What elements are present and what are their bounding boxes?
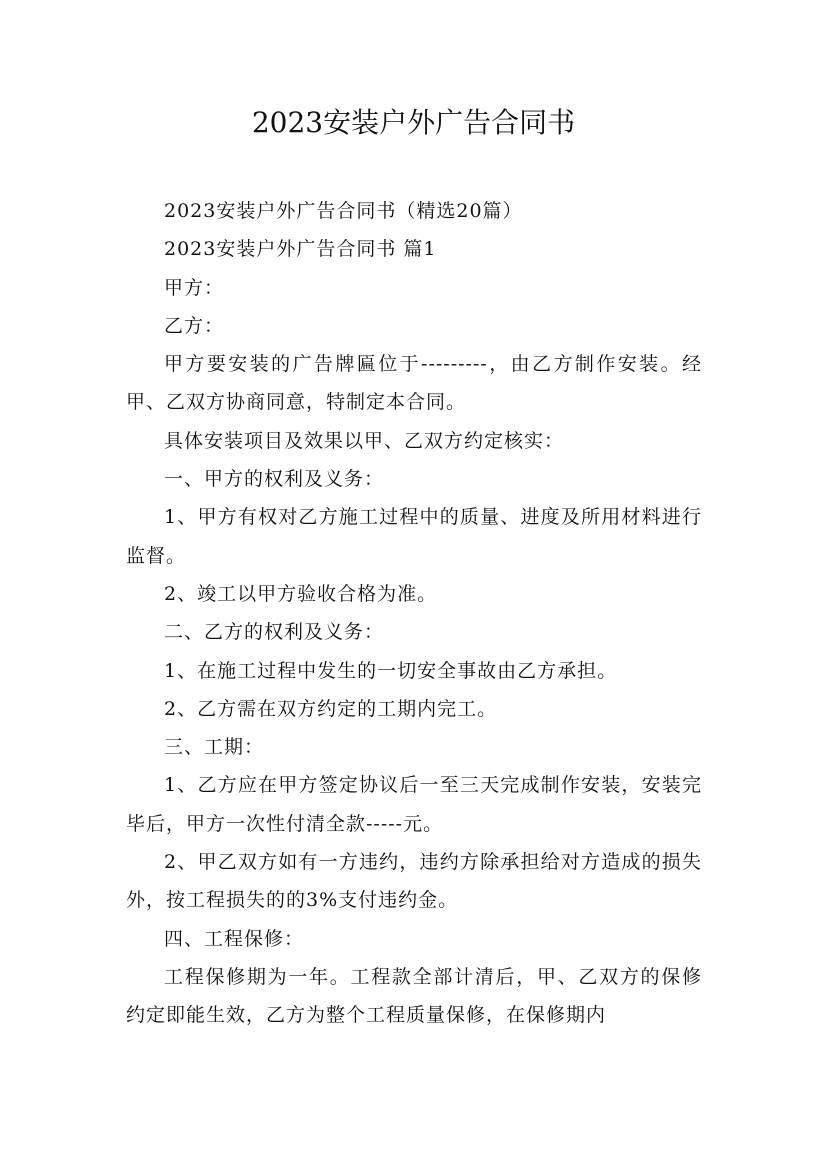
section-heading-party-a-rights: 一、甲方的权利及义务： [164,468,385,491]
paragraph-project-scope: 具体安装项目及效果以甲、乙双方约定核实： [164,429,565,452]
document-title: 2023安装户外广告合同书 [251,106,576,139]
paragraph-party-b-item-2: 2、乙方需在双方约定的工期内完工。 [164,697,498,720]
section-heading-party-b-rights: 二、乙方的权利及义务： [164,621,385,644]
paragraph-chapter-heading: 2023安装户外广告合同书 篇1 [164,238,437,261]
paragraph-schedule-item-1: 1、乙方应在甲方签定协议后一至三天完成制作安装，安装完毕后，甲方一次性付清全款-----元。 [126,774,702,835]
paragraph-party-a-item-1: 1、甲方有权对乙方施工过程中的质量、进度及所用材料进行监督。 [126,506,702,567]
paragraph-party-b-item-1: 1、在施工过程中发生的一切安全事故由乙方承担。 [164,659,618,682]
paragraph-party-a: 甲方： [164,276,225,299]
paragraph-warranty: 工程保修期为一年。工程款全部计清后，甲、乙双方的保修约定即能生效，乙方为整个工程质量保修，在保修期内 [126,965,702,1027]
document-body [126,192,702,1035]
paragraph-party-b: 乙方： [164,314,225,337]
paragraph-party-a-item-2: 2、竣工以甲方验收合格为准。 [164,582,438,605]
paragraph-schedule-item-2: 2、甲乙双方如有一方违约，违约方除承担给对方造成的损失外，按工程损失的的3%支付违约金。 [126,851,702,912]
section-heading-schedule: 三、工期： [164,736,265,759]
paragraph-subtitle: 2023安装户外广告合同书（精选20篇） [164,200,523,222]
paragraph-intro: 甲方要安装的广告牌匾位于---------，由乙方制作安装。经甲、乙双方协商同意，特制定本合同。 [126,353,702,414]
section-heading-warranty: 四、工程保修： [164,927,305,950]
